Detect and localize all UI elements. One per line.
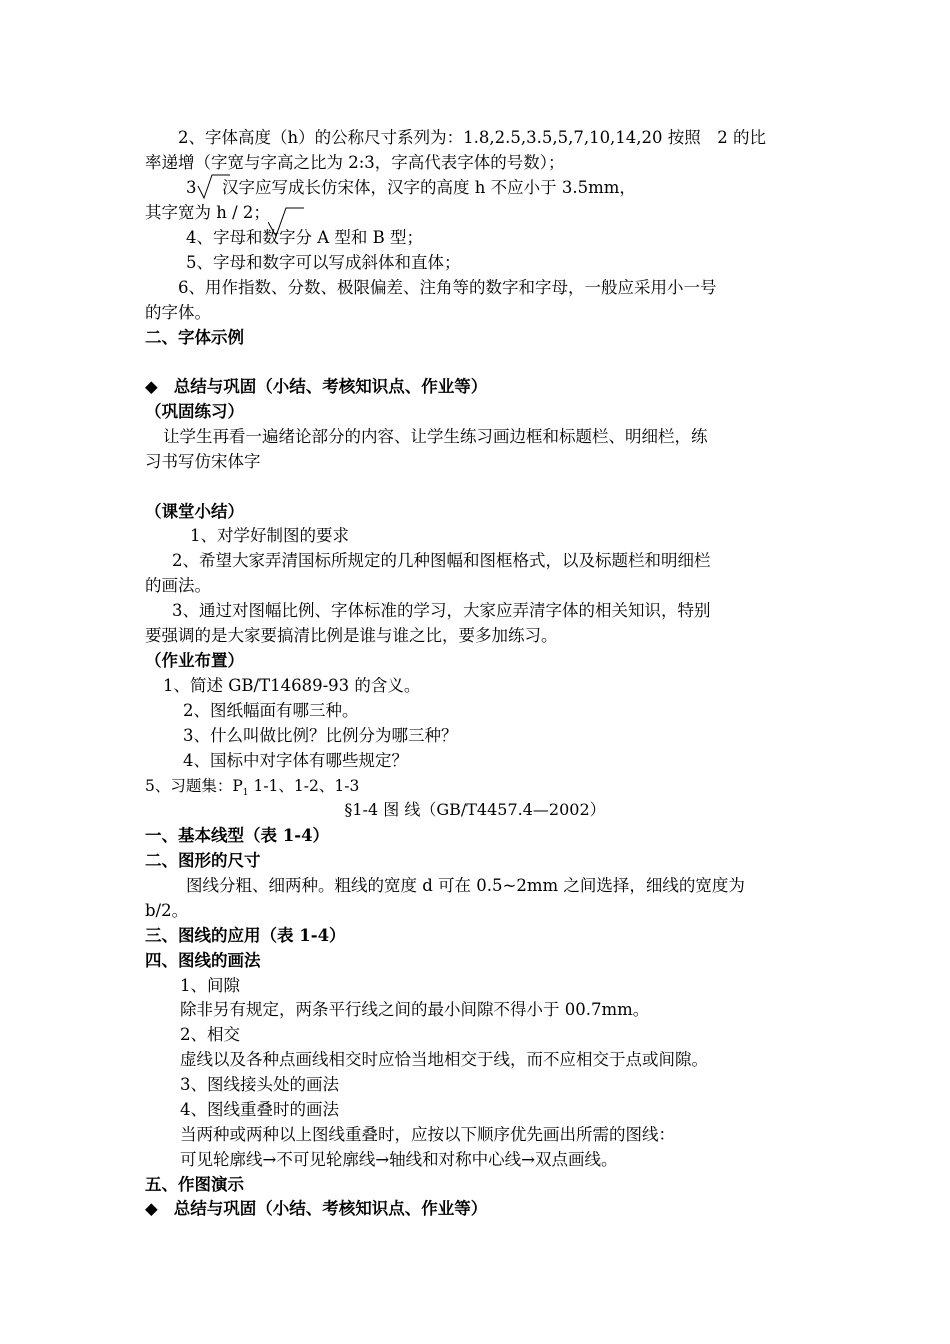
heading-line-application: 三、图线的应用（表 1-4） [145, 926, 346, 945]
font-width-line: 其字宽为 h / 2； [145, 203, 270, 222]
heading-basic-line-types: 一、基本线型（表 1-4） [145, 826, 330, 845]
index-font-line-2: 的字体。 [145, 303, 211, 322]
drawing-item-overlap-text-2: 可见轮廓线→不可见轮廓线→轴线和对称中心线→双点画线。 [180, 1150, 618, 1169]
figure-size-line-2: b/2。 [145, 901, 189, 920]
heading-font-examples: 二、字体示例 [145, 328, 244, 347]
heading-figure-size: 二、图形的尺寸 [145, 851, 261, 870]
drawing-item-joint: 3、图线接头处的画法 [180, 1075, 339, 1094]
drawing-item-gap-text: 除非另有规定，两条平行线之间的最小间隙不得小于 00.7mm。 [180, 1000, 650, 1019]
class-summary-item-2b: 的画法。 [145, 576, 211, 595]
drawing-item-intersect-text: 虚线以及各种点画线相交时应恰当地相交于线，而不应相交于点或间隙。 [180, 1050, 708, 1069]
practice-title: （巩固练习） [145, 402, 244, 421]
class-summary-title: （课堂小结） [145, 502, 244, 521]
drawing-item-gap: 1、间隙 [180, 976, 240, 995]
homework-item-3: 3、什么叫做比例？比例分为哪三种？ [183, 726, 458, 745]
heading-demo: 五、作图演示 [145, 1175, 244, 1194]
section-title: §1-4 图 线（GB/T4457.4—2002） [344, 800, 606, 819]
homework-item-5-text: 5、习题集：P [145, 777, 243, 795]
drawing-item-intersect: 2、相交 [180, 1025, 240, 1044]
heading-line-drawing: 四、图线的画法 [145, 951, 261, 970]
font-style-line: 汉字应写成长仿宋体，汉字的高度 h 不应小于 3.5mm， [222, 178, 636, 197]
summary-heading-2-text: 总结与巩固（小结、考核知识点、作业等） [173, 1199, 488, 1218]
practice-line-1: 让学生再看一遍绪论部分的内容、让学生练习画边框和标题栏、明细栏，练 [163, 427, 708, 446]
summary-heading-1-text: 总结与巩固（小结、考核知识点、作业等） [173, 377, 488, 396]
homework-item-4: 4、国标中对字体有哪些规定？ [183, 751, 408, 770]
figure-size-line-1: 图线分粗、细两种。粗线的宽度 d 可在 0.5~2mm 之间选择，细线的宽度为 [186, 876, 745, 895]
summary-heading-1 [145, 376, 487, 398]
class-summary-item-3b: 要强调的是大家要搞清比例是谁与谁之比，要多加练习。 [145, 626, 558, 645]
diamond-bullet-icon: ◆ [145, 1199, 158, 1218]
font-style-number: 3 [186, 178, 197, 197]
class-summary-item-1: 1、对学好制图的要求 [190, 526, 349, 545]
homework-item-1: 1、简述 GB/T14689-93 的含义。 [163, 676, 421, 695]
letter-type-line: 4、字母和数字分 A 型和 B 型； [186, 228, 424, 247]
drawing-item-overlap-text-1: 当两种或两种以上图线重叠时，应按以下顺序优先画出所需的图线： [180, 1125, 675, 1144]
italic-line: 5、字母和数字可以写成斜体和直体； [186, 253, 461, 272]
homework-item-5-sub: 1 [242, 788, 249, 799]
font-height-line-2: 率递增（字宽与字高之比为 2:3，字高代表字体的号数）； [145, 153, 565, 172]
drawing-item-overlap: 4、图线重叠时的画法 [180, 1100, 339, 1119]
summary-heading-2 [145, 1198, 487, 1220]
class-summary-item-2a: 2、希望大家弄清国标所规定的几种图幅和图框格式，以及标题栏和明细栏 [172, 551, 711, 570]
practice-line-2: 习书写仿宋体字 [145, 452, 261, 471]
index-font-line-1: 6、用作指数、分数、极限偏差、注角等的数字和字母，一般应采用小一号 [178, 278, 717, 297]
diamond-bullet-icon: ◆ [145, 377, 158, 396]
homework-item-2: 2、图纸幅面有哪三种。 [183, 701, 359, 720]
font-height-line-1: 2、字体高度（h）的公称尺寸系列为：1.8,2.5,3.5,5,7,10,14,20 按照 2 的比 [178, 128, 767, 147]
class-summary-item-3a: 3、通过对图幅比例、字体标准的学习，大家应弄清字体的相关知识，特别 [172, 601, 711, 620]
homework-item-5-pages: 1-1、1-2、1-3 [248, 777, 360, 795]
homework-title: （作业布置） [145, 651, 244, 670]
